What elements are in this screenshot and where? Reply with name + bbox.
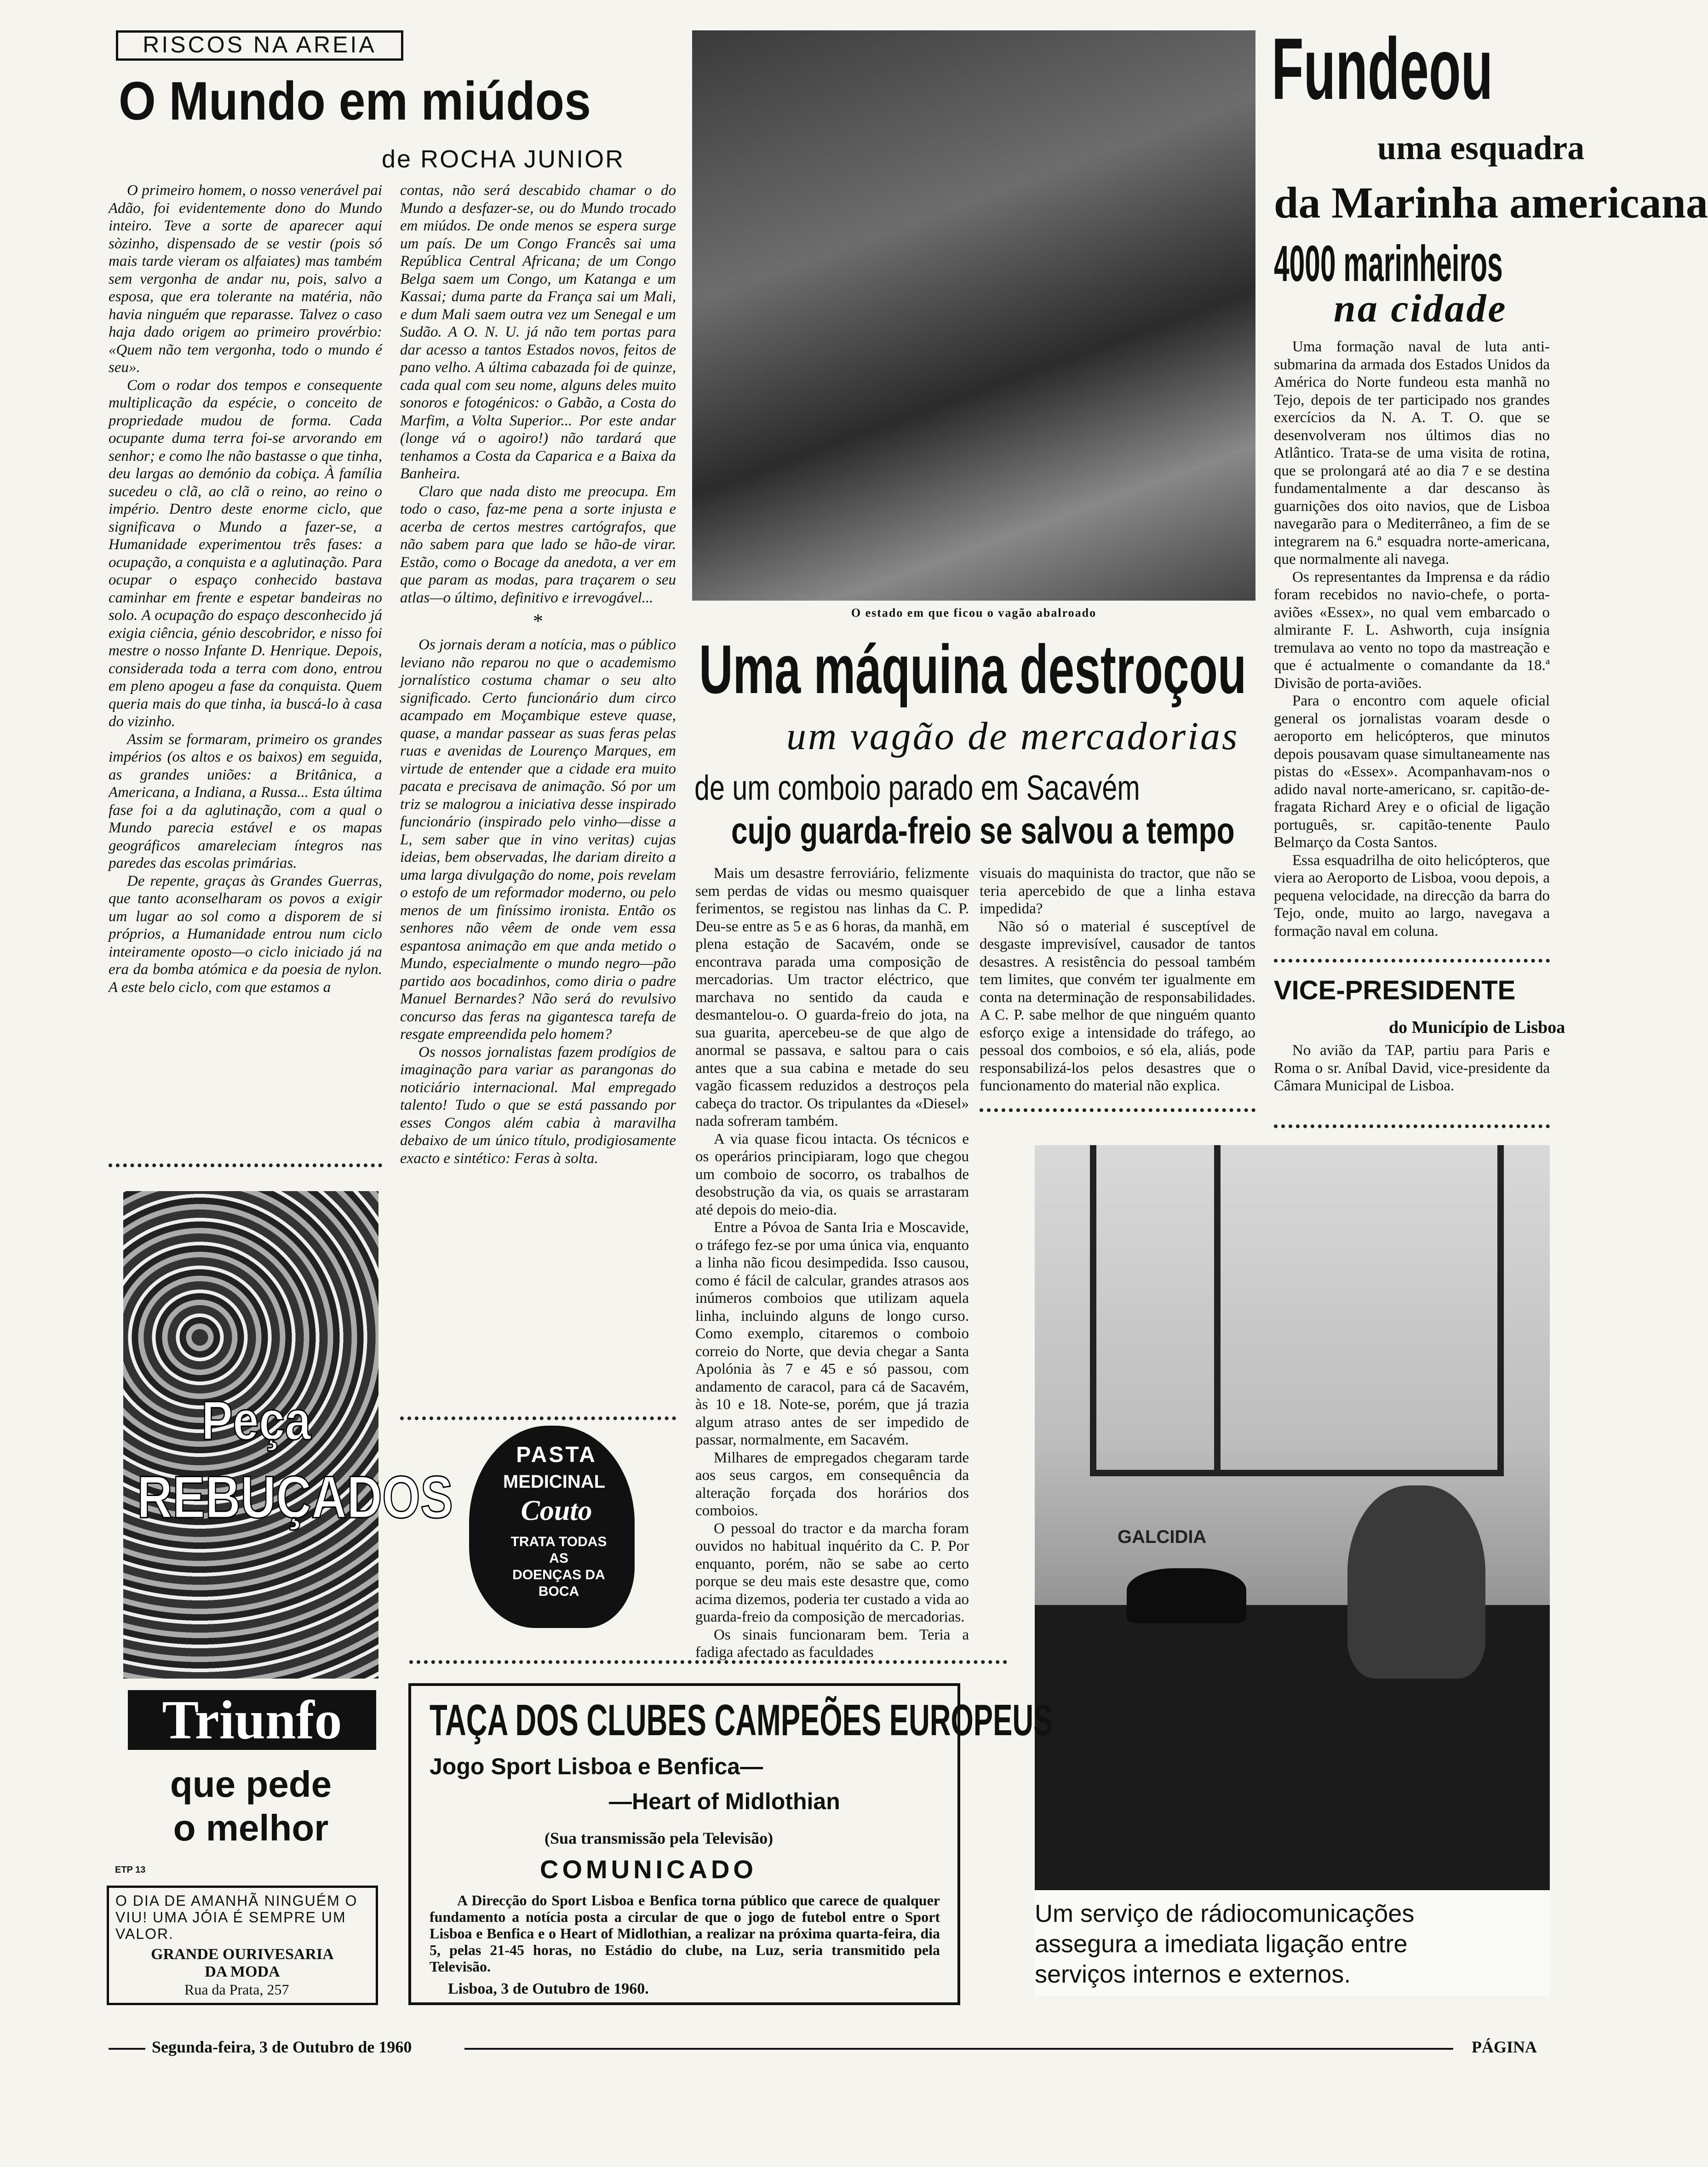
train-col1: [695, 865, 969, 1661]
divider: [980, 1108, 1255, 1112]
radio-caption: [1035, 1890, 1550, 1996]
paragraph: visuais do maquinista do tractor, que não se teria apercebido de que a linha estava impedida?: [980, 865, 1255, 917]
truck-sign: GALCIDIA: [1118, 1527, 1207, 1547]
left-article-col2: [400, 182, 676, 1410]
paragraph: De repente, graças às Grandes Guerras, que tanto aconselharam os povos a exigir um lugar ao sol como a disporem de si próprios, a Humanidade entrou num ciclo inteiramente oposto—o ciclo iniciado já na era da bomba atómica e da poesia de nylon. A este belo ciclo, com que estamos a: [109, 872, 382, 996]
navy-headline-3: da Marinha americana: [1274, 178, 1708, 227]
left-article-col1: [109, 182, 382, 1157]
pasta-l4: AS: [549, 1551, 568, 1566]
pasta-brand: Couto: [521, 1495, 592, 1526]
ad-text: O DIA DE AMANHÃ NINGUÉM O VIU! UMA JÓIA É SEMPRE UM VALOR.: [115, 1892, 358, 1942]
paragraph: Claro que nada disto me preocupa. Em todo o caso, faz-me pena a sorte injusta e acerba de certos mestres cartógrafos, que não sabem para que lado se hão-de virar. Estão, como o Bocage da anedota, a ver em que param as modas, para traçarem o seu atlas—o último, definitivo e irrevogável...: [400, 483, 676, 606]
paragraph: A via quase ficou intacta. Os técnicos e os operários principiaram, logo que chegou um comboio de socorro, os trabalhos de desobstrução da via, os quais se arrastaram até depois do meio-dia.: [695, 1130, 969, 1218]
caption-line-3: serviços internos e externos.: [1035, 1961, 1351, 1988]
ad-line1: Peça: [201, 1390, 311, 1451]
train-subhead-2: de um comboio parado em Sacavém: [694, 768, 1140, 808]
divider: [1274, 1124, 1550, 1128]
train-subhead-1: um vagão de mercadorias: [786, 714, 1239, 758]
pasta-l5: DOENÇAS DA: [512, 1567, 605, 1582]
rebucados-ad: [123, 1191, 453, 1853]
footer-rule-right: [464, 2048, 1453, 2050]
footer-date: Segunda-feira, 3 de Outubro de 1960: [152, 2038, 412, 2056]
navy-headline-4: 4000 marinheiros: [1274, 235, 1503, 292]
vice-subhead: do Município de Lisboa: [1389, 1018, 1565, 1037]
paragraph: contas, não será descabido chamar o do Mundo a desfazer-se, ou do Mundo trocado em miúdos. De onde menos se espera surge um país. De um Congo Francês sai uma República Central Africana; de um Congo Belga saem um Congo, um Katanga e um Kassai; duma parte da França sai um Mali, e dum Mali saem outra vez um Senegal e um Sudão. A O. N. U. já não tem portas para dar acesso a tantos Estados novos, feitos de pano velho. A última cabazada foi de quinze, cada qual com seu nome, alguns deles muito sonoros e fotogénicos: o Gabão, a Costa do Marfim, a Volta Superior... Por este andar (longe vá o agoiro!) não tardará que tenhamos a Costa da Caparica e a Baixa da Banheira.: [400, 182, 676, 482]
notice-date: Lisboa, 3 de Outubro de 1960.: [448, 1980, 649, 1997]
notice-match-2: —Heart of Midlothian: [609, 1789, 840, 1814]
brand-name: Triunfo: [162, 1689, 342, 1750]
window-mullion: [1214, 1145, 1221, 1476]
ad-code: ETP 13: [115, 1865, 146, 1875]
article-byline: de ROCHA JUNIOR: [382, 145, 625, 173]
notice-body: [430, 1892, 940, 1975]
football-notice: [408, 1683, 1053, 2005]
paragraph: Essa esquadrilha de oito helicópteros, que viera ao Aeroporto de Lisboa, voou depois, a pequena velocidade, na direcção da barra do Tejo, onde, muito ao largo, navegava a formação naval em coluna.: [1274, 852, 1550, 940]
train-headline: Uma máquina destroçou: [699, 631, 1247, 708]
shop-name-1: GRANDE OURIVESARIA: [151, 1946, 334, 1963]
office-photo: [1035, 1145, 1550, 1890]
paragraph: Mais um desastre ferroviário, felizmente sem perdas de vidas ou mesmo quaisquer ferimentos, se registou nas linhas da C. P. Deu-se entre as 5 e as 6 horas, da manhã, em plena estação de Sacavém, onde se encontrava parada uma composição de mercadorias. Um tractor eléctrico, que marchava no sentido da cauda e desmantelou-o. O guarda-freio do jota, na sua guarita, apercebeu-se de que algo de anormal se passava, e saltou para o cais antes que a sua cabina e metade do seu vagão ficassem reduzidos a destroços pela cabeça do tractor. Os tripulantes da «Diesel» nada sofreram também.: [695, 865, 969, 1129]
divider: [109, 1164, 382, 1167]
caption-line-2: assegura a imediata ligação entre: [1035, 1930, 1408, 1958]
paragraph: Entre a Póvoa de Santa Iria e Moscavide, o tráfego fez-se por uma única via, enquanto a linha não ficou desimpedida. Isso causou, como é fácil de calcular, grandes atrasos aos inúmeros comboios que utilizam aquela linha, incluindo alguns de longo curso. Como exemplo, citaremos o comboio correio do Norte, que devia chegar a Santa Apolónia às 7 e 45 e só passou, com andamento de caracol, para cá de Sacavém, às 10 e 18. Note-se, porém, que já trazia algum atraso antes de ser impedido de passar, normalmente, em Sacavém.: [695, 1219, 969, 1448]
tagline-1: que pede: [170, 1764, 332, 1805]
notice-tv: (Sua transmissão pela Televisão): [544, 1829, 774, 1847]
paragraph: Os sinais funcionaram bem. Teria a fadiga afectado as faculdades: [695, 1626, 969, 1661]
paragraph: Os representantes da Imprensa e da rádio foram recebidos no navio-chefe, o porta-aviões «Essex», no qual vem embarcado o almirante F. L. Ashworth, cuja insígnia tremulava ao vento no topo da mastreação e que é actualmente o comandante da 18.ª Divisão de porta-aviões.: [1274, 568, 1550, 692]
navy-headline-2: uma esquadra: [1377, 129, 1585, 167]
divider: [1274, 959, 1550, 963]
window-frame: [1090, 1145, 1504, 1476]
footer-rule-left: [109, 2048, 145, 2050]
article-title: O Mundo em miúdos: [119, 71, 591, 132]
paragraph: A Direcção do Sport Lisboa e Benfica torna público que carece de qualquer fundamento a notícia posta a circular de que o jogo de futebol entre o Sport Lisboa e Benfica e o Heart of Midlothian, a realizar na próxima quarta-feira, dia 5, pelas 21-45 horas, no Estádio do clube, na Luz, seria transmitido pela Televisão.: [430, 1892, 940, 1975]
notice-match-1: Jogo Sport Lisboa e Benfica—: [430, 1754, 763, 1779]
wagon-photo: [692, 30, 1255, 601]
divider: [400, 1416, 676, 1420]
column-tag: RISCOS NA AREIA: [143, 32, 377, 57]
separator: *: [533, 610, 543, 632]
train-subhead-3: cujo guarda-freio se salvou a tempo: [731, 810, 1235, 852]
train-col2: [980, 865, 1255, 1094]
paragraph: Não só o material é susceptível de desgaste imprevisível, causador de tantos desastres. A resistência do pessoal também tem limites, que convém ter igualmente em conta na determinação de responsabilidades. A C. P. sabe melhor de que ninguém quanto esforço exige a intensidade do tráfego, ao pessoal dos comboios, e só ela, aliás, pode responsabilizá-los pelos desastres que o funcionamento do material não explica.: [980, 918, 1255, 1094]
paragraph: Uma formação naval de luta anti-submarina da armada dos Estados Unidos da América do Norte fundeou esta manhã no Tejo, depois de ter participado nos grandes exercícios da N. A. T. O. que se desenvolveram nos últimos dias no Atlântico. Trata-se de uma visita de rotina, que se prolongará até ao dia 7 e se destina fundamentalmente a dar descanso às guarnições dos oito navios, que de Lisboa navegarão para o Mediterrâneo, a fim de se integrarem na 6.ª esquadra norte-americana, que normalmente ali navega.: [1274, 338, 1550, 568]
paragraph: O pessoal do tractor e da marcha foram ouvidos no habitual inquérito da C. P. Por enquanto, porém, não se sabe ao certo porque se deu mais este desastre que, como acima dizemos, poderia ter custado a vida ao guarda-freio da composição de mercadorias.: [695, 1520, 969, 1625]
paragraph: Os jornais deram a notícia, mas o público leviano não reparou no que o academismo jornalístico costuma chamar o seu alto significado. Certo funcionário dum circo acampado em Moçambique esteve quase, quase, a mandar passear as suas feras pelas ruas e avenidas de Lourenço Marques, em virtude de entender que a cidade era muito pacata e precisava de animação. Só por um triz se malogrou a iniciativa desse inspirado funcionário (inspirado pelo vinho—disse a L, sem saber que in vino veritas) cujas ideias, bem observadas, lhe dariam direito a uma larga divulgação do nome, pois revelam o estofo de um reformador moderno, ou pelo menos de um finíssimo ironista. Então os senhores não vêem de onde vem essa espantosa animação em que anda metido o Mundo, especialmente o mundo negro—pão partido aos bocadinhos, como diria o padre Manuel Bernardes? Não será do revulsivo concurso das feras na gigantesca tarefa de resgate empreendida pelo homem?: [400, 636, 676, 1043]
pasta-l6: BOCA: [538, 1584, 579, 1599]
notice-heading: COMUNICADO: [540, 1855, 757, 1884]
caption-line-1: Um serviço de rádiocomunicações: [1035, 1900, 1415, 1927]
telephone-icon: [1127, 1568, 1246, 1623]
pasta-ad: [460, 1426, 644, 1628]
paragraph: Assim se formaram, primeiro os grandes impérios (os altos e os baixos) em seguida, as grandes uniões: a Britânica, a Americana, a Indiana, a Russa... Esta última fase foi a da aglutinação, com a qual o Mundo parecia estável e os mapas geográficos amareleciam íntegros nas paredes das escolas primárias.: [109, 731, 382, 871]
footer-page: PÁGINA: [1472, 2038, 1537, 2056]
navy-headline-5: na cidade: [1334, 286, 1507, 330]
vice-body: [1274, 1042, 1550, 1095]
paragraph: Para o encontro com aquele oficial general os jornalistas voaram desde o aeroporto em helicópteros, que minutos depois pousavam quase simultaneamente nas pistas do «Essex». Acompanhavam-nos o adido naval norte-americano, sr. capitão-de-fragata Richard Arey e o oficial de ligação português, sr. capitão-tenente Paulo Belmarço da Costa Santos.: [1274, 693, 1550, 851]
operator-figure: [1347, 1485, 1485, 1679]
pasta-l2: MEDICINAL: [503, 1472, 606, 1492]
ourivesaria-ad: [107, 1886, 378, 2005]
tagline-2: o melhor: [173, 1807, 329, 1848]
notice-title: TAÇA DOS CLUBES CAMPEÕES EUROPEUS: [430, 1696, 1053, 1745]
pasta-l1: PASTA: [516, 1443, 597, 1467]
paragraph: Milhares de empregados chegaram tarde aos seus cargos, em consequência da alteração forçada dos horários dos comboios.: [695, 1449, 969, 1519]
vice-headline: VICE-PRESIDENTE: [1274, 975, 1516, 1005]
divider: [409, 1660, 1007, 1664]
navy-headline-1: Fundeou: [1272, 20, 1493, 118]
paragraph: Os nossos jornalistas fazem prodígios de imaginação para variar as parangonas do noticiário internacional. Mal empregado talento! Tudo o que se está passando por esses Congos além cabia à maravilha debaixo de um único título, prodigiosamente exacto e sintético: Feras à solta.: [400, 1043, 676, 1167]
navy-body: [1274, 338, 1550, 950]
pasta-l3: TRATA TODAS: [510, 1534, 607, 1549]
paragraph: Com o rodar dos tempos e consequente multiplicação da espécie, o conceito de propriedade mudou de forma. Cada ocupante duma terra foi-se arvorando em senhor; e como lhe não bastasse o que tinha, deu largas ao demónio da cobiça. À família sucedeu o clã, ao clã o reino, ao reino o império. Dentro deste enorme ciclo, que significava o Mundo a fazer-se, a Humanidade experimentou três fases: a ocupação, a conquista e a aglutinação. Para ocupar o espaço conhecido bastava caminhar em frente e espetar bandeiras no solo. A ocupação do espaço desconhecido já exigia ciência, génio descobridor, e nisso foi mestre o nosso Infante D. Henrique. Depois, considerada toda a terra com dono, entrou em pleno apogeu a fase da conquista. Quem queria mais do que tinha, ia buscá-lo à casa do vizinho.: [109, 377, 382, 730]
paragraph: O primeiro homem, o nosso venerável pai Adão, foi evidentemente dono do Mundo inteiro. Teve a sorte de aparecer aqui sòzinho, dispensado de se vestir (pois só mais tarde vieram os alfaiates) mas também sem vergonha de andar nu, pois, salvo a esposa, que era tolerante na matéria, não havia ninguém que reparasse. Talvez o caso haja dado origem ao primeiro provérbio: «Quem não tem vergonha, todo o mundo é seu».: [109, 182, 382, 376]
shop-address: Rua da Prata, 257: [184, 1981, 289, 1998]
paragraph: No avião da TAP, partiu para Paris e Roma o sr. Aníbal David, vice-presidente da Câmara Municipal de Lisboa.: [1274, 1042, 1550, 1094]
shop-name-2: DA MODA: [205, 1963, 280, 1980]
photo-caption: O estado em que ficou o vagão abalroado: [851, 606, 1097, 619]
ad-line2: REBUÇADOS: [137, 1463, 453, 1531]
